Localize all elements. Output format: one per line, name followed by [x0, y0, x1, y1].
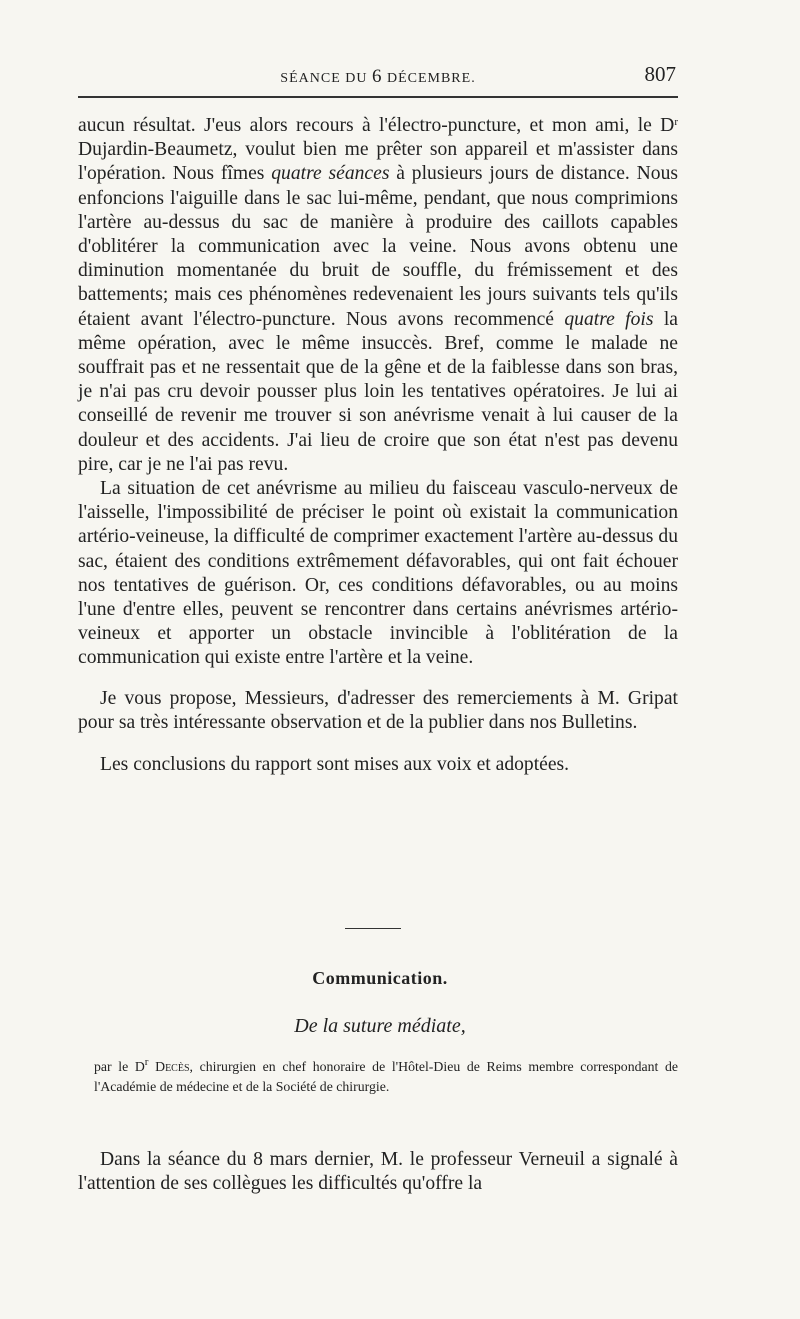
running-title-seance: SÉANCE DU	[280, 71, 368, 86]
running-title	[78, 66, 678, 88]
byline-author: Decès	[155, 1059, 190, 1074]
paragraph-1	[78, 114, 678, 477]
section-separator	[345, 928, 401, 929]
paragraph-3: Je vous propose, Messieurs, d'adresser des remerciements à M. Gripat pour sa très intéressante observation et de la publier dans nos Bulletins.	[78, 687, 678, 733]
p1-text-d: la même opération, avec le même insuccès. Bref, comme le malade ne souffrait pas et ne ressentait que de la gêne et de la faiblesse dans son bras, je n'ai pas cru devoir pousser plus loin les tentatives opératoires. Je lui ai conseillé de revenir me trouver si son anévrisme venait à lui causer de la douleur et des accidents. J'ai lieu de croire que son état n'est pas devenu pire, car je ne l'ai pas revu.	[78, 308, 679, 475]
byline-text	[78, 1057, 678, 1096]
p1-text-a: aucun résultat. J'eus alors recours à l'électro-puncture, et mon ami, le D	[78, 115, 675, 136]
byline-text-a: par le D	[94, 1059, 145, 1074]
running-title-number: 6	[371, 66, 383, 87]
article-title: De la suture médiate,	[294, 1015, 466, 1037]
running-title-month: DÉCEMBRE.	[386, 71, 476, 86]
article-opening-paragraph: Dans la séance du 8 mars dernier, M. le professeur Verneuil a signalé à l'attention de ses collègues les difficultés qu'offre la	[78, 1149, 678, 1195]
body-text	[78, 114, 678, 777]
article-body	[78, 1148, 678, 1196]
page-number: 807	[644, 62, 676, 86]
byline-superscript: r	[144, 1056, 149, 1068]
running-head	[78, 62, 678, 88]
byline-text-b: , chirurgien en chef honoraire de l'Hôtel-Dieu de Reims membre correspondant de l'Académie de médecine et de la Société de chirurgie.	[94, 1059, 679, 1094]
p1-text-b: Dujardin-Beaumetz, voulut bien me prêter son appareil et m'assister dans l'opération. Nous fîmes	[78, 139, 678, 185]
p1-italic-1: quatre séances	[271, 163, 390, 185]
paragraph-4: Les conclusions du rapport sont mises aux voix et adoptées.	[100, 754, 570, 776]
section-title: Communication.	[312, 968, 448, 988]
paragraph-2: La situation de cet anévrisme au milieu du faisceau vasculo-nerveux de l'aisselle, l'impossibilité de préciser le point où existait la communication artério-veineuse, la difficulté de comprimer exactement l'artère au-dessus du sac, étaient des conditions extrêmement défavorables, qui ont fait échouer nos tentatives de guérison. Or, ces conditions défavorables, ou au moins l'une d'entre elles, peuvent se rencontrer dans certains anévrismes artério-veineux et apporter un obstacle invincible à l'oblitération de la communication qui existe entre l'artère et la veine.	[78, 478, 678, 669]
p1-italic-2: quatre fois	[564, 308, 654, 330]
p1-superscript: r	[674, 116, 678, 128]
p1-text-c: à plusieurs jours de distance. Nous enfoncions l'aiguille dans le sac lui-même, pendant, que nous comprimions l'artère au-dessus du sac de manière à produire des caillots capables d'oblitérer la communication avec la veine. Nous avons obtenu une diminution momentanée du bruit de souffle, du frémissement et des battements; mais ces phénomènes redevenaient les jours suivants tels qu'ils étaient avant l'électro-puncture. Nous avons recommencé	[78, 163, 679, 330]
byline	[78, 1057, 678, 1096]
header-rule	[78, 96, 678, 98]
